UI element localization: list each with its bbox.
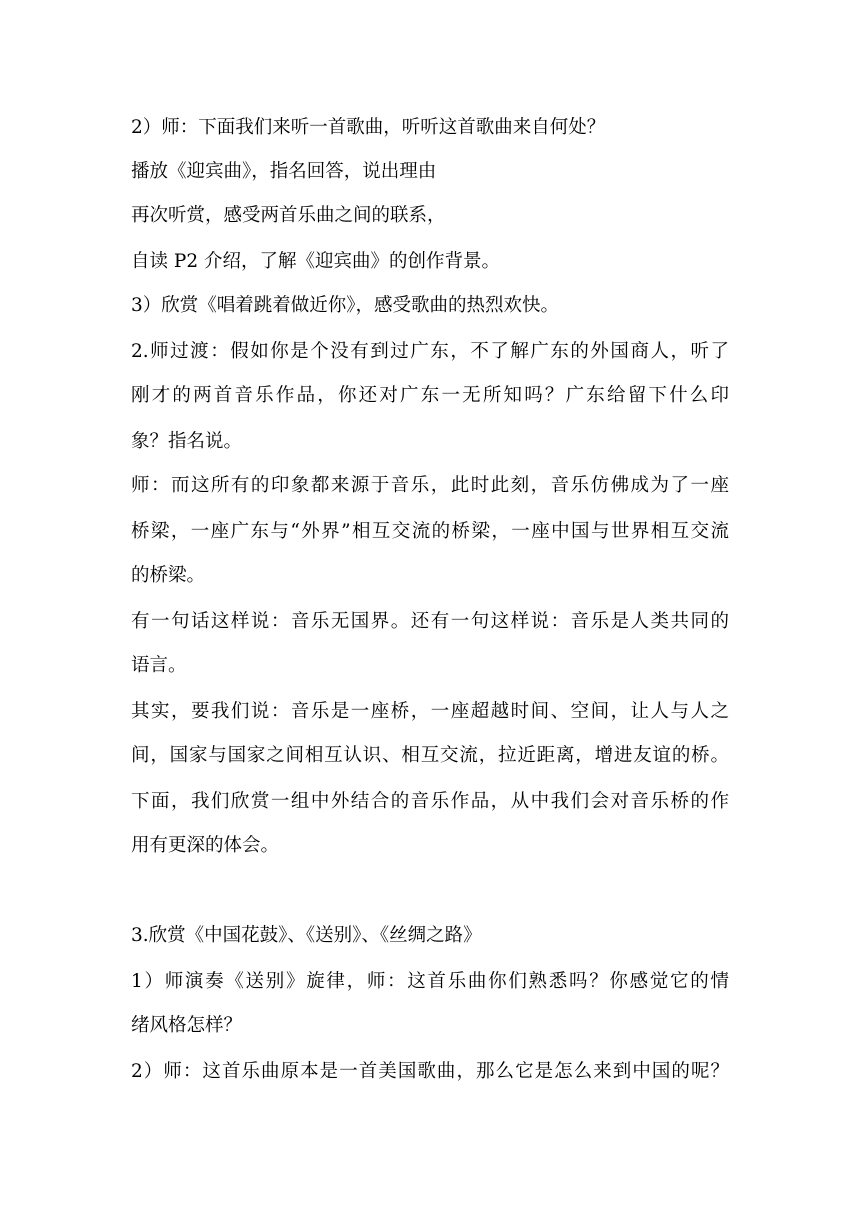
text-line: 自读 P2 介绍，了解《迎宾曲》的创作背景。: [131, 251, 500, 272]
text-line: 下面，我们欣赏一组中外结合的音乐作品，从中我们会对音乐桥的作: [131, 791, 729, 812]
text-line: 1）师演奏《送别》旋律，师：这首乐曲你们熟悉吗？你感觉它的情: [131, 971, 729, 992]
text-line: 语言。: [131, 655, 187, 676]
text-line: 刚才的两首音乐作品，你还对广东一无所知吗？广东给留下什么印: [131, 385, 729, 406]
text-line: 播放《迎宾曲》，指名回答，说出理由: [131, 161, 437, 182]
text-line: 3.欣赏《中国花鼓》、《送别》、《丝绸之路》: [131, 925, 482, 946]
text-line: 象？指名说。: [131, 431, 243, 452]
text-line: 师：而这所有的印象都来源于音乐，此时此刻，音乐仿佛成为了一座: [131, 475, 729, 496]
text-line: 桥梁，一座广东与“外界”相互交流的桥梁，一座中国与世界相互交流: [131, 521, 729, 542]
text-line: 再次听赏，感受两首乐曲之间的联系，: [131, 205, 446, 226]
text-line: 用有更深的体会。: [131, 835, 280, 856]
text-line: 其实，要我们说：音乐是一座桥，一座超越时间、空间，让人与人之: [131, 701, 729, 722]
text-line: 2）师：这首乐曲原本是一首美国歌曲，那么它是怎么来到中国的呢？: [131, 1061, 729, 1082]
text-line: 2）师：下面我们来听一首歌曲，听听这首歌曲来自何处？: [131, 117, 606, 138]
text-line: 3）欣赏《唱着跳着做近你》，感受歌曲的热烈欢快。: [131, 295, 560, 316]
text-line: 有一句话这样说：音乐无国界。还有一句这样说：音乐是人类共同的: [131, 611, 729, 632]
text-line: 绪风格怎样？: [131, 1015, 243, 1036]
text-line: 2.师过渡：假如你是个没有到过广东，不了解广东的外国商人，听了: [131, 341, 729, 362]
text-line: 的桥梁。: [131, 565, 206, 586]
text-line: 间，国家与国家之间相互认识、相互交流，拉近距离，增进友谊的桥。: [131, 745, 729, 766]
